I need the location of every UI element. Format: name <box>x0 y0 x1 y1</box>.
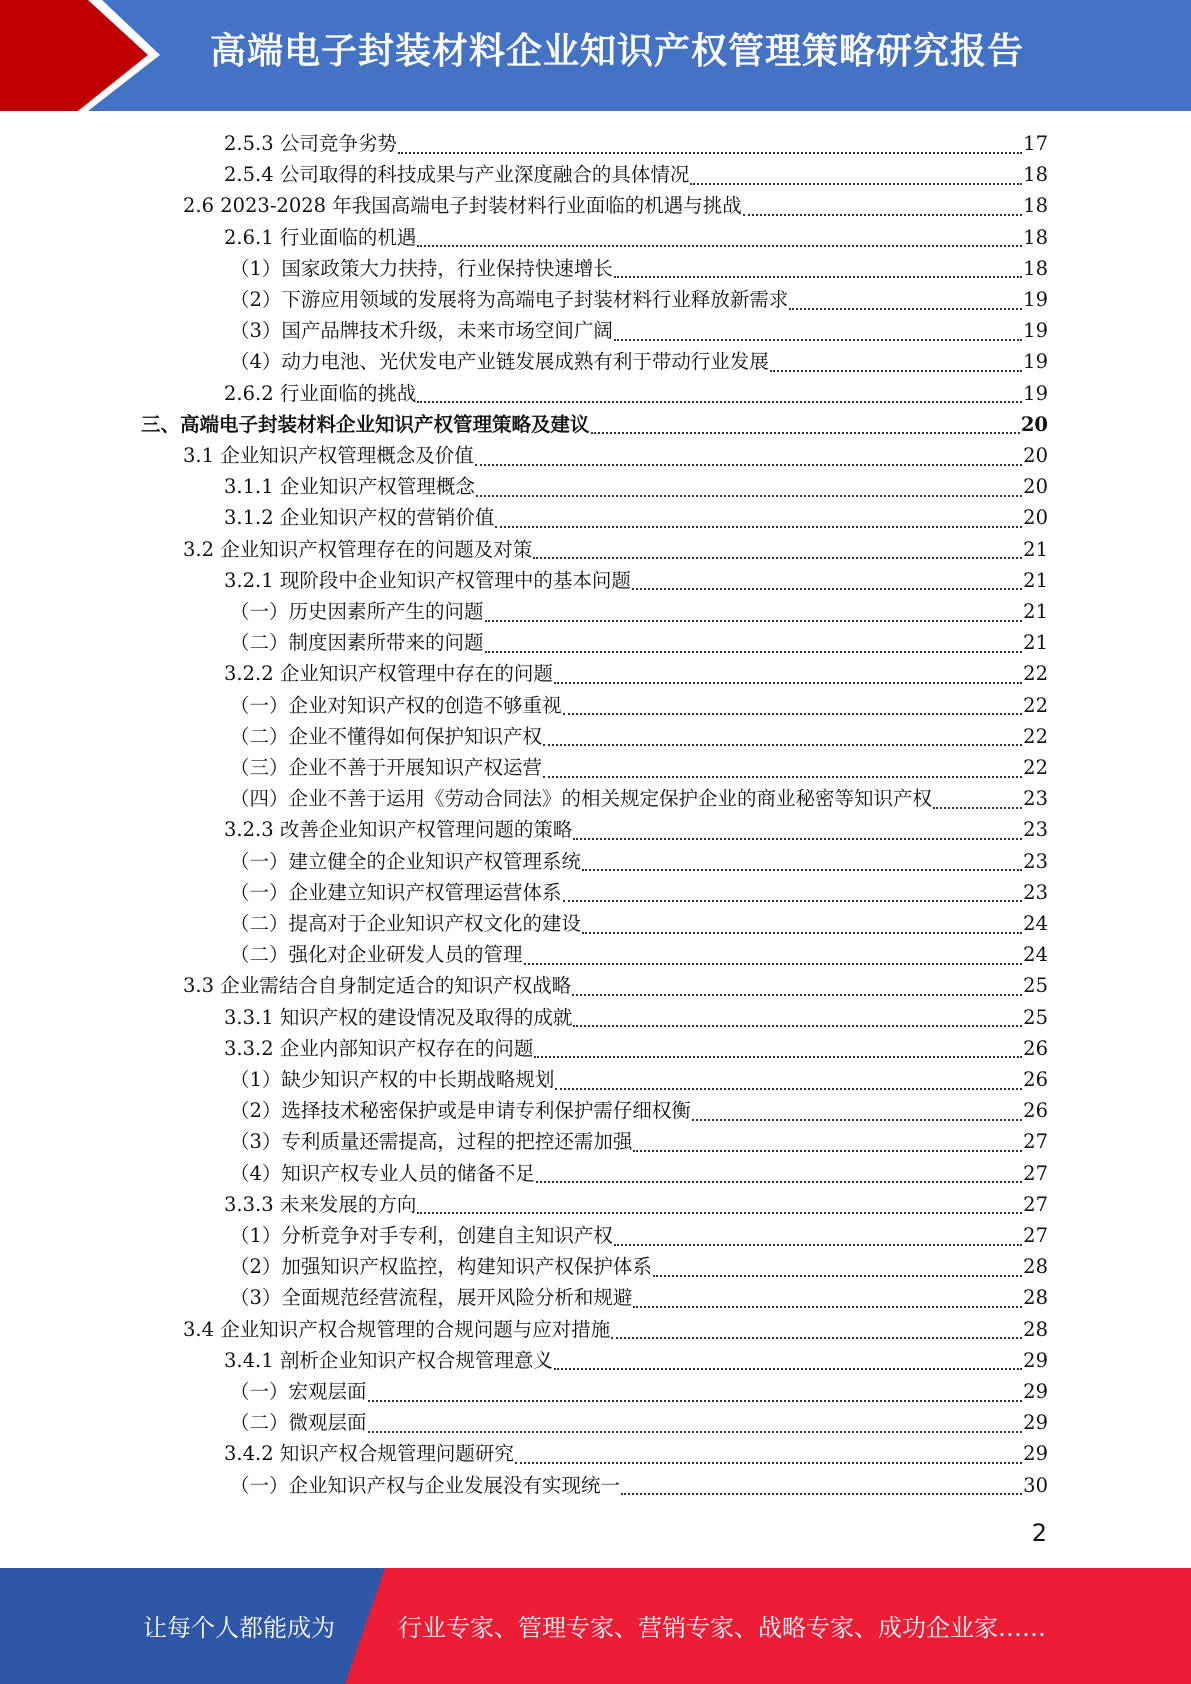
toc-dot-leader <box>611 1337 1022 1339</box>
toc-entry-title: （一）宏观层面 <box>230 1380 367 1403</box>
toc-dot-leader <box>533 557 1022 559</box>
toc-entry-page: 27 <box>1023 1130 1048 1154</box>
toc-entry[interactable] <box>230 1407 1048 1438</box>
toc-entry[interactable] <box>224 378 1048 409</box>
toc-dot-leader <box>485 620 1023 622</box>
toc-entry-page: 23 <box>1023 880 1048 904</box>
toc-entry-page: 25 <box>1023 1005 1048 1029</box>
toc-entry[interactable] <box>224 159 1048 190</box>
toc-entry[interactable] <box>224 1189 1048 1220</box>
toc-entry[interactable] <box>224 1345 1048 1376</box>
toc-entry-title: （一）历史因素所产生的问题 <box>230 600 484 623</box>
toc-entry-page: 20 <box>1023 475 1048 499</box>
toc-dot-leader <box>485 651 1023 653</box>
toc-entry[interactable] <box>230 1470 1048 1501</box>
toc-entry[interactable] <box>230 783 1048 814</box>
toc-entry-page: 29 <box>1023 1348 1048 1372</box>
toc-entry-page: 30 <box>1023 1473 1048 1497</box>
toc-entry-page: 18 <box>1023 225 1048 249</box>
toc-entry-page: 21 <box>1023 631 1048 655</box>
toc-entry-page: 26 <box>1023 1099 1048 1123</box>
toc-entry-page: 19 <box>1023 381 1048 405</box>
toc-dot-leader <box>563 713 1023 715</box>
toc-entry-page: 21 <box>1023 537 1048 561</box>
toc-entry-page: 27 <box>1023 1192 1048 1216</box>
toc-dot-leader <box>417 401 1022 403</box>
toc-dot-leader <box>633 1306 1022 1308</box>
toc-entry-page: 27 <box>1023 1224 1048 1247</box>
toc-dot-leader <box>536 1181 1022 1183</box>
toc-dot-leader <box>573 1025 1022 1027</box>
toc-entry-page: 20 <box>1023 506 1048 530</box>
toc-entry-title: 3.2 企业知识产权管理存在的问题及对策 <box>183 537 533 561</box>
toc-entry[interactable] <box>224 1438 1048 1469</box>
toc-entry-page: 19 <box>1023 350 1048 374</box>
toc-dot-leader <box>614 276 1022 278</box>
toc-entry-title: （四）企业不善于运用《劳动合同法》的相关规定保护企业的商业秘密等知识产权 <box>230 787 933 811</box>
toc-entry[interactable] <box>230 1220 1048 1251</box>
toc-dot-leader <box>368 1400 1023 1402</box>
page-number: 2 <box>1031 1519 1047 1547</box>
toc-entry-page: 21 <box>1023 600 1048 623</box>
toc-dot-leader <box>563 900 1023 902</box>
toc-dot-leader <box>534 1056 1022 1058</box>
toc-entry-page: 22 <box>1023 756 1048 779</box>
toc-entry[interactable] <box>230 596 1048 627</box>
toc-entry[interactable] <box>230 1282 1048 1313</box>
toc-dot-leader <box>591 432 1020 434</box>
report-title: 高端电子封装材料企业知识产权管理策略研究报告 <box>210 31 1025 72</box>
toc-entry-page: 26 <box>1023 1036 1048 1060</box>
toc-entry-title: （3）国产品牌技术升级，未来市场空间广阔 <box>230 319 613 343</box>
toc-entry[interactable] <box>230 908 1048 939</box>
toc-entry-page: 23 <box>1023 787 1048 811</box>
toc-dot-leader <box>572 994 1022 996</box>
toc-entry-title: （4）动力电池、光伏发电产业链发展成熟有利于带动行业发展 <box>230 350 769 374</box>
toc-entry-page: 28 <box>1023 1286 1048 1310</box>
toc-entry[interactable] <box>230 627 1048 658</box>
page-footer <box>0 1568 1191 1684</box>
toc-dot-leader <box>770 370 1022 372</box>
red-chevron-decoration <box>0 0 160 111</box>
toc-dot-leader <box>417 245 1022 247</box>
toc-entry-page: 18 <box>1023 256 1048 280</box>
toc-dot-leader <box>789 308 1022 310</box>
toc-entry-page: 24 <box>1023 912 1048 935</box>
toc-entry[interactable] <box>230 1095 1048 1126</box>
toc-entry-page: 20 <box>1020 412 1048 436</box>
toc-dot-leader <box>582 869 1022 871</box>
toc-entry-page: 22 <box>1023 693 1048 717</box>
toc-dot-leader <box>554 682 1022 684</box>
toc-entry[interactable] <box>224 471 1048 502</box>
toc-entry[interactable] <box>230 315 1048 346</box>
toc-entry-title: 3.1 企业知识产权管理概念及价值 <box>183 444 474 467</box>
toc-entry[interactable] <box>183 440 1048 471</box>
toc-entry-title: （1）国家政策大力扶持，行业保持快速增长 <box>230 256 613 280</box>
toc-entry[interactable] <box>230 1126 1048 1157</box>
toc-dot-leader <box>417 1212 1022 1214</box>
toc-entry-title: （1）分析竞争对手专利，创建自主知识产权 <box>230 1224 613 1247</box>
toc-dot-leader <box>653 1275 1022 1277</box>
toc-entry-title: （二）制度因素所带来的问题 <box>230 631 484 655</box>
toc-dot-leader <box>621 1493 1022 1495</box>
toc-entry[interactable] <box>230 1064 1048 1095</box>
toc-dot-leader <box>524 963 1023 965</box>
toc-entry-title: （2）下游应用领域的发展将为高端电子封装材料行业释放新需求 <box>230 288 789 311</box>
toc-entry-page: 29 <box>1023 1411 1048 1435</box>
toc-dot-leader <box>690 183 1022 185</box>
toc-dot-leader <box>554 1368 1022 1370</box>
toc-entry[interactable] <box>230 346 1048 377</box>
toc-entry-page: 26 <box>1023 1068 1048 1091</box>
toc-entry-page: 27 <box>1023 1161 1048 1185</box>
toc-entry-page: 29 <box>1023 1442 1048 1466</box>
toc-entry-title: 3.1.1 企业知识产权管理概念 <box>224 475 475 499</box>
toc-dot-leader <box>555 1088 1022 1090</box>
toc-entry[interactable] <box>224 1033 1048 1064</box>
toc-entry-title: （1）缺少知识产权的中长期战略规划 <box>230 1068 555 1091</box>
toc-entry-page: 23 <box>1023 818 1048 842</box>
toc-dot-leader <box>614 339 1022 341</box>
toc-entry[interactable] <box>183 970 1048 1001</box>
toc-dot-leader <box>633 1150 1022 1152</box>
toc-entry-title: 3.3.3 未来发展的方向 <box>224 1192 417 1216</box>
toc-entry-title: （3）全面规范经营流程，展开风险分析和规避 <box>230 1286 633 1310</box>
toc-entry-title: （一）企业对知识产权的创造不够重视 <box>230 693 562 717</box>
toc-entry-page: 25 <box>1023 974 1048 998</box>
toc-entry-title: 2.6 2023-2028 年我国高端电子封装材料行业面临的机遇与挑战 <box>183 194 742 218</box>
toc-entry-title: （4）知识产权专业人员的储备不足 <box>230 1161 535 1185</box>
toc-entry-title: 3.2.3 改善企业知识产权管理问题的策略 <box>224 818 573 842</box>
toc-entry-title: 2.6.2 行业面临的挑战 <box>224 381 417 405</box>
toc-entry-title: （三）企业不善于开展知识产权运营 <box>230 756 543 779</box>
toc-entry-title: 2.5.3 公司竞争劣势 <box>224 132 397 155</box>
toc-entry[interactable] <box>224 1002 1048 1033</box>
toc-entry-page: 18 <box>1023 163 1048 187</box>
toc-entry-page: 20 <box>1023 444 1048 467</box>
toc-dot-leader <box>692 1119 1022 1121</box>
toc-entry[interactable] <box>183 190 1048 221</box>
toc-entry[interactable] <box>230 1251 1048 1282</box>
toc-entry[interactable] <box>230 721 1048 752</box>
toc-dot-leader <box>573 838 1022 840</box>
toc-entry-title: （一）企业知识产权与企业发展没有实现统一 <box>230 1473 621 1497</box>
footer-slogan-right: 行业专家、管理专家、营销专家、战略专家、成功企业家…… <box>398 1614 1046 1642</box>
toc-entry-page: 17 <box>1023 132 1048 155</box>
footer-slogan-left: 让每个人都能成为 <box>143 1614 335 1642</box>
toc-entry-title: 3.2.1 现阶段中企业知识产权管理中的基本问题 <box>224 568 631 592</box>
toc-entry-page: 29 <box>1023 1380 1048 1403</box>
toc-dot-leader <box>743 214 1022 216</box>
toc-entry[interactable] <box>230 690 1048 721</box>
toc-entry-title: （二）企业不懂得如何保护知识产权 <box>230 724 543 748</box>
toc-entry-title: （3）专利质量还需提高，过程的把控还需加强 <box>230 1130 633 1154</box>
toc-entry-page: 22 <box>1023 662 1048 686</box>
toc-entry-title: 3.4.1 剖析企业知识产权合规管理意义 <box>224 1348 553 1372</box>
toc-entry[interactable] <box>230 284 1048 315</box>
toc-dot-leader <box>476 495 1022 497</box>
toc-dot-leader <box>632 588 1022 590</box>
toc-entry-title: （一）建立健全的企业知识产权管理系统 <box>230 849 582 873</box>
toc-entry-page: 19 <box>1023 288 1048 311</box>
toc-dot-leader <box>543 776 1022 778</box>
toc-dot-leader <box>475 464 1022 466</box>
toc-entry-page: 22 <box>1023 724 1048 748</box>
toc-entry[interactable] <box>230 1376 1048 1407</box>
toc-entry[interactable] <box>230 752 1048 783</box>
toc-entry-title: 3.1.2 企业知识产权的营销价值 <box>224 506 495 530</box>
toc-entry-title: 3.3.1 知识产权的建设情况及取得的成就 <box>224 1005 573 1029</box>
toc-dot-leader <box>495 526 1022 528</box>
toc-entry-title: （二）提高对于企业知识产权文化的建设 <box>230 912 582 935</box>
toc-dot-leader <box>614 1244 1022 1246</box>
toc-entry[interactable] <box>230 253 1048 284</box>
toc-entry-title: （2）加强知识产权监控，构建知识产权保护体系 <box>230 1255 652 1279</box>
toc-entry[interactable] <box>183 1314 1048 1345</box>
page-header <box>0 0 1191 111</box>
toc-entry-title: 3.2.2 企业知识产权管理中存在的问题 <box>224 662 553 686</box>
toc-entry[interactable] <box>230 939 1048 970</box>
toc-entry-page: 21 <box>1023 568 1048 592</box>
toc-entry-page: 18 <box>1023 194 1048 218</box>
toc-dot-leader <box>582 932 1022 934</box>
toc-entry[interactable] <box>230 877 1048 908</box>
toc-entry-title: 2.5.4 公司取得的科技成果与产业深度融合的具体情况 <box>224 163 690 187</box>
toc-entry-title: 3.3.2 企业内部知识产权存在的问题 <box>224 1036 534 1060</box>
toc-entry[interactable] <box>141 409 1048 440</box>
toc-dot-leader <box>368 1431 1023 1433</box>
toc-entry[interactable] <box>183 534 1048 565</box>
toc-entry-page: 28 <box>1023 1317 1048 1341</box>
toc-entry-title: 3.4 企业知识产权合规管理的合规问题与应对措施 <box>183 1317 611 1341</box>
toc-entry[interactable] <box>224 814 1048 845</box>
toc-entry-page: 19 <box>1023 319 1048 343</box>
toc-dot-leader <box>543 744 1022 746</box>
toc-entry-page: 24 <box>1023 943 1048 967</box>
toc-entry-title: 三、高端电子封装材料企业知识产权管理策略及建议 <box>141 412 590 436</box>
toc-entry-title: 2.6.1 行业面临的机遇 <box>224 225 417 249</box>
toc-dot-leader <box>515 1462 1022 1464</box>
toc-entry-title: （2）选择技术秘密保护或是申请专利保护需仔细权衡 <box>230 1099 691 1123</box>
toc-entry-title: 3.4.2 知识产权合规管理问题研究 <box>224 1442 514 1466</box>
toc-dot-leader <box>933 807 1022 809</box>
toc-entry[interactable] <box>224 128 1048 159</box>
toc-entry-title: 3.3 企业需结合自身制定适合的知识产权战略 <box>183 974 572 998</box>
toc-entry[interactable] <box>224 565 1048 596</box>
toc-entry-title: （二）微观层面 <box>230 1411 367 1435</box>
toc-entry-title: （二）强化对企业研发人员的管理 <box>230 943 523 967</box>
toc-entry[interactable] <box>230 846 1048 877</box>
toc-dot-leader <box>398 152 1022 154</box>
toc-entry[interactable] <box>224 222 1048 253</box>
toc-entry-page: 23 <box>1023 849 1048 873</box>
toc-entry-title: （一）企业建立知识产权管理运营体系 <box>230 880 562 904</box>
toc-entry[interactable] <box>224 658 1048 689</box>
toc-entry-page: 28 <box>1023 1255 1048 1279</box>
toc-entry[interactable] <box>230 1158 1048 1189</box>
toc-entry[interactable] <box>224 502 1048 533</box>
